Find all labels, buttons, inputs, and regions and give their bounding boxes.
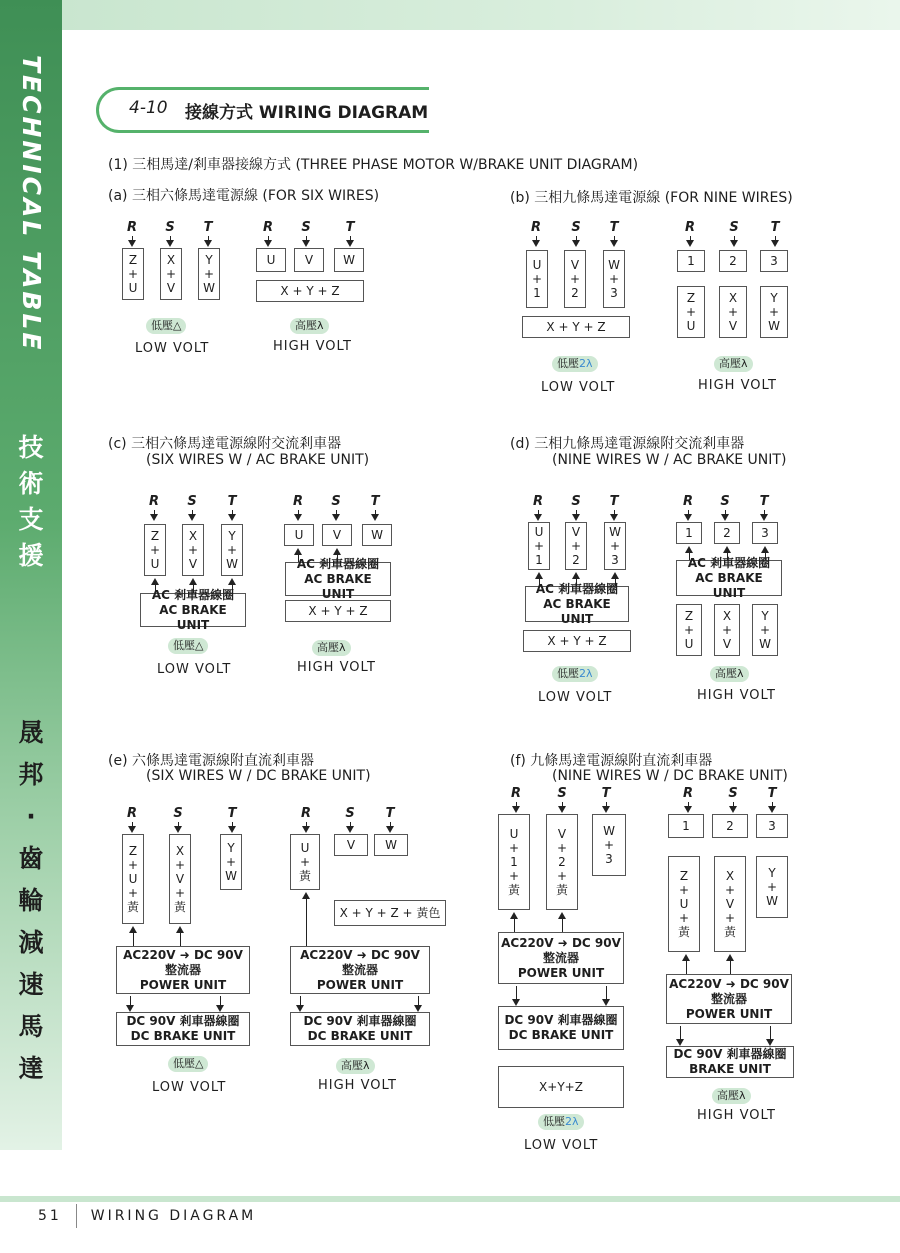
terminal-label: Y + W (226, 529, 238, 571)
arrow-down-icon (572, 240, 580, 247)
terminal-label: Z + U (127, 253, 139, 295)
panel-b-title: (b) 三相九條馬達電源線 (FOR NINE WIRES) (510, 190, 793, 206)
terminal-box (122, 834, 144, 924)
terminal-box (160, 248, 182, 300)
phase-s: S (720, 494, 730, 509)
ac-brake-coil-label: AC 剎車器線圈 AC BRAKE UNIT (687, 555, 771, 600)
terminal-label: 3 (761, 526, 769, 540)
phase-r: R (292, 494, 303, 509)
terminal-label: X+Y+Z (539, 1080, 583, 1094)
high-volt-label: HIGH VOLT (273, 339, 352, 354)
terminal-label: Z + U + 黃 (677, 869, 690, 939)
terminal-box (756, 856, 788, 918)
voltage-badge: 低壓△ (146, 318, 186, 334)
phase-t: T (767, 786, 777, 801)
terminal-box (169, 834, 191, 924)
dc-brake-coil-label: DC 90V 剎車器線圈 DC BRAKE UNIT (504, 1013, 618, 1042)
side-title-en: TECHNICAL TABLE (17, 55, 46, 353)
terminal-label: W + 3 (603, 824, 615, 866)
panel-d-title: (d) 三相九條馬達電源線附交流剎車器 (510, 436, 745, 452)
panel-f-title: (f) 九條馬達電源線附直流剎車器 (510, 753, 713, 769)
terminal-label: Z + U + 黃 (126, 844, 139, 914)
phase-r: R (300, 806, 311, 821)
terminal-label: 3 (768, 819, 776, 833)
terminal-label: Y + W (225, 841, 237, 883)
voltage-badge: 高壓λ (290, 318, 329, 334)
voltage-badge: 低壓2λ (552, 666, 598, 682)
wire (686, 960, 687, 974)
low-volt-label: LOW VOLT (135, 341, 210, 356)
phase-t: T (345, 220, 355, 235)
arrow-down-icon (346, 826, 354, 833)
arrow-down-icon (768, 806, 776, 813)
terminal-box (220, 834, 242, 890)
terminal-label: X + Y + Z + 黃色 (339, 906, 441, 920)
diagram-group-title: (1) 三相馬達/剎車器接線方式 (THREE PHASE MOTOR W/BRAKE UNIT DIAGRAM) (108, 157, 639, 173)
terminal-box (714, 856, 746, 952)
phase-r: R (148, 494, 159, 509)
panel-e-title: (e) 六條馬達電源線附直流剎車器 (108, 753, 314, 769)
terminal-label: X + V (165, 253, 177, 295)
arrow-down-icon (512, 806, 520, 813)
voltage-badge: 高壓λ (312, 640, 351, 656)
arrow-down-icon (128, 826, 136, 833)
low-volt-label: LOW VOLT (152, 1080, 227, 1095)
terminal-label: V + 2 + 黃 (555, 827, 568, 897)
arrow-down-icon (766, 1039, 774, 1046)
terminal-box (198, 248, 220, 300)
power-unit-label: AC220V ➜ DC 90V 整流器 POWER UNIT (669, 976, 789, 1021)
terminal-label: X + Y + Z (547, 634, 607, 648)
terminal-box (182, 524, 204, 576)
company-char: 速 (18, 970, 44, 999)
arrow-down-icon (302, 826, 310, 833)
ac-brake-coil-label: AC 剎車器線圈 AC BRAKE UNIT (296, 556, 380, 601)
dc-brake-coil-label: DC 90V 剎車器線圈 DC BRAKE UNIT (303, 1014, 417, 1043)
arrow-down-icon (302, 240, 310, 247)
phase-r: R (684, 220, 695, 235)
section-header (96, 87, 429, 133)
company-char: · (26, 802, 36, 831)
terminal-box (676, 522, 702, 544)
arrow-down-icon (128, 240, 136, 247)
terminal-label: Z + U (149, 529, 161, 571)
wire (680, 1026, 681, 1040)
terminal-label: W + 3 (608, 258, 620, 300)
terminal-box (122, 248, 144, 300)
arrow-down-icon (296, 1005, 304, 1012)
terminal-label: Y + W (759, 609, 771, 651)
arrow-down-icon (684, 514, 692, 521)
phase-r: R (530, 220, 541, 235)
terminal-box (603, 250, 625, 308)
high-volt-label: HIGH VOLT (698, 378, 777, 393)
terminal-label: 2 (723, 526, 731, 540)
arrow-down-icon (602, 999, 610, 1006)
arrow-down-icon (126, 1005, 134, 1012)
terminal-label: 1 (685, 526, 693, 540)
page-number: 51 (38, 1208, 62, 1224)
ac-brake-coil (140, 587, 246, 632)
panel-f-subtitle: (NINE WIRES W / DC BRAKE UNIT) (552, 768, 788, 784)
wire (730, 960, 731, 974)
terminal-label: X + V (721, 609, 733, 651)
wire (133, 932, 134, 946)
phase-s: S (187, 494, 197, 509)
phase-s: S (571, 220, 581, 235)
wire (562, 918, 563, 932)
terminal-box (284, 524, 314, 546)
terminal-box (528, 522, 550, 570)
terminal-box (712, 814, 748, 838)
arrow-down-icon (610, 240, 618, 247)
dc-brake-coil (498, 1006, 624, 1050)
arrow-down-icon (216, 1005, 224, 1012)
arrow-down-icon (760, 514, 768, 521)
terminal-box (756, 814, 788, 838)
terminal-box (334, 834, 368, 856)
arrow-down-icon (686, 240, 694, 247)
terminal-label: 3 (770, 254, 778, 268)
arrow-down-icon (684, 806, 692, 813)
power-unit (116, 946, 250, 994)
terminal-label: X + V + 黃 (723, 869, 736, 939)
wire (180, 932, 181, 946)
voltage-badge: 低壓△ (168, 1056, 208, 1072)
dc-brake-coil (116, 1012, 250, 1046)
terminal-box (565, 522, 587, 570)
phase-r: R (682, 786, 693, 801)
terminal-box (523, 630, 631, 652)
phase-t: T (609, 494, 619, 509)
low-volt-label: LOW VOLT (157, 662, 232, 677)
terminal-box (719, 286, 747, 338)
phase-s: S (571, 494, 581, 509)
terminal-box (677, 286, 705, 338)
terminal-label: U (266, 253, 276, 267)
phase-r: R (126, 220, 137, 235)
terminal-label: V (332, 528, 342, 542)
terminal-box (144, 524, 166, 576)
power-unit-label: AC220V ➜ DC 90V 整流器 POWER UNIT (123, 947, 243, 992)
terminal-box (498, 814, 530, 910)
section-number: 4-10 (129, 98, 168, 118)
phase-r: R (126, 806, 137, 821)
terminal-label: U (294, 528, 304, 542)
wire (514, 918, 515, 932)
terminal-box (322, 524, 352, 546)
phase-r: R (682, 494, 693, 509)
wire (606, 986, 607, 1000)
arrow-down-icon (532, 240, 540, 247)
section-title: 接線方式 WIRING DIAGRAM (185, 103, 429, 123)
terminal-label: 2 (726, 819, 734, 833)
arrow-down-icon (204, 240, 212, 247)
terminal-box (362, 524, 392, 546)
terminal-label: U + 1 + 黃 (507, 827, 520, 897)
high-volt-label: HIGH VOLT (297, 660, 376, 675)
phase-t: T (759, 494, 769, 509)
phase-s: S (301, 220, 311, 235)
arrow-down-icon (264, 240, 272, 247)
terminal-label: W (385, 838, 397, 852)
terminal-box (676, 604, 702, 656)
ac-brake-coil-label: AC 剎車器線圈 AC BRAKE UNIT (535, 581, 619, 626)
voltage-badge: 高壓λ (710, 666, 749, 682)
terminal-box (752, 522, 778, 544)
side-title-zh: 技術支援 (18, 433, 44, 570)
power-unit (498, 932, 624, 984)
terminal-box (564, 250, 586, 308)
terminal-label: Z + U (685, 291, 697, 333)
ac-brake-coil-label: AC 剎車器線圈 AC BRAKE UNIT (151, 587, 235, 632)
company-char: 減 (18, 928, 44, 957)
arrow-down-icon (346, 240, 354, 247)
phase-t: T (601, 786, 611, 801)
arrow-down-icon (332, 514, 340, 521)
arrow-down-icon (228, 826, 236, 833)
ac-brake-coil (285, 556, 391, 601)
phase-t: T (770, 220, 780, 235)
top-bar (62, 0, 900, 30)
terminal-box (719, 250, 747, 272)
voltage-badge: 高壓λ (714, 356, 753, 372)
arrow-down-icon (729, 806, 737, 813)
wire (306, 898, 307, 946)
terminal-box (677, 250, 705, 272)
terminal-label: 1 (687, 254, 695, 268)
voltage-badge: 低壓△ (168, 638, 208, 654)
terminal-label: X + Y + Z (546, 320, 606, 334)
arrow-down-icon (414, 1005, 422, 1012)
wire (770, 1026, 771, 1040)
terminal-box (285, 600, 391, 622)
dc-brake-coil-label: DC 90V 剎車器線圈 DC BRAKE UNIT (126, 1014, 240, 1043)
phase-r: R (262, 220, 273, 235)
panel-c-subtitle: (SIX WIRES W / AC BRAKE UNIT) (146, 452, 370, 468)
company-char: 馬 (18, 1012, 44, 1041)
side-company (14, 712, 48, 1090)
arrow-down-icon (188, 514, 196, 521)
terminal-box (546, 814, 578, 910)
terminal-box (498, 1066, 624, 1108)
arrow-down-icon (174, 826, 182, 833)
terminal-label: Z + U (683, 609, 695, 651)
high-volt-label: HIGH VOLT (697, 688, 776, 703)
power-unit-label: AC220V ➜ DC 90V 整流器 POWER UNIT (501, 935, 621, 980)
dc-brake-coil (290, 1012, 430, 1046)
arrow-down-icon (228, 514, 236, 521)
terminal-box (668, 814, 704, 838)
terminal-box (256, 248, 286, 272)
voltage-badge: 低壓2λ (552, 356, 598, 372)
terminal-box (334, 248, 364, 272)
terminal-box (294, 248, 324, 272)
phase-t: T (227, 494, 237, 509)
arrow-down-icon (386, 826, 394, 833)
power-unit-label: AC220V ➜ DC 90V 整流器 POWER UNIT (300, 947, 420, 992)
phase-s: S (331, 494, 341, 509)
terminal-box (760, 250, 788, 272)
terminal-box (522, 316, 630, 338)
panel-a-title: (a) 三相六條馬達電源線 (FOR SIX WIRES) (108, 188, 380, 204)
low-volt-label: LOW VOLT (524, 1138, 599, 1153)
phase-r: R (532, 494, 543, 509)
phase-r: R (510, 786, 521, 801)
low-volt-label: LOW VOLT (538, 690, 613, 705)
arrow-down-icon (534, 514, 542, 521)
power-unit (290, 946, 430, 994)
company-char: 達 (18, 1054, 44, 1083)
phase-s: S (557, 786, 567, 801)
terminal-label: U + 1 (531, 258, 543, 300)
terminal-label: Y + W (766, 866, 778, 908)
footer-rule (0, 1196, 900, 1202)
company-char: 輪 (18, 886, 44, 915)
panel-e-subtitle: (SIX WIRES W / DC BRAKE UNIT) (146, 768, 371, 784)
dc-brake-coil (666, 1046, 794, 1078)
phase-t: T (203, 220, 213, 235)
wire (516, 986, 517, 1000)
high-volt-label: HIGH VOLT (697, 1108, 776, 1123)
terminal-label: W (343, 253, 355, 267)
footer (38, 1208, 256, 1224)
terminal-box (714, 522, 740, 544)
terminal-label: V (304, 253, 314, 267)
terminal-box (752, 604, 778, 656)
arrow-down-icon (294, 514, 302, 521)
arrow-down-icon (771, 240, 779, 247)
ac-brake-coil (676, 555, 782, 600)
arrow-down-icon (371, 514, 379, 521)
terminal-label: V + 2 (569, 258, 581, 300)
terminal-box (592, 814, 626, 876)
terminal-label: X + V (187, 529, 199, 571)
dc-brake-coil-label: DC 90V 剎車器線圈 BRAKE UNIT (673, 1047, 787, 1076)
phase-t: T (385, 806, 395, 821)
footer-title: WIRING DIAGRAM (90, 1208, 257, 1224)
phase-s: S (165, 220, 175, 235)
company-char: 齒 (18, 844, 44, 873)
ac-brake-coil (525, 581, 629, 626)
voltage-badge: 高壓λ (336, 1058, 375, 1074)
phase-t: T (227, 806, 237, 821)
arrow-down-icon (721, 514, 729, 521)
panel-c-title: (c) 三相六條馬達電源線附交流剎車器 (108, 436, 342, 452)
arrow-down-icon (166, 240, 174, 247)
terminal-label: U + 1 (533, 525, 545, 567)
arrow-down-icon (150, 514, 158, 521)
terminal-label: 1 (682, 819, 690, 833)
arrow-down-icon (602, 806, 610, 813)
terminal-label: X + Y + Z (308, 604, 368, 618)
terminal-box (526, 250, 548, 308)
terminal-box (256, 280, 364, 302)
terminal-label: Y + W (203, 253, 215, 295)
voltage-badge: 低壓2λ (538, 1114, 584, 1130)
arrow-down-icon (558, 806, 566, 813)
terminal-label: X + V + 黃 (173, 844, 186, 914)
voltage-badge: 高壓λ (712, 1088, 751, 1104)
arrow-down-icon (512, 999, 520, 1006)
terminal-box (374, 834, 408, 856)
terminal-box (221, 524, 243, 576)
panel-d-subtitle: (NINE WIRES W / AC BRAKE UNIT) (552, 452, 787, 468)
terminal-label: 2 (729, 254, 737, 268)
arrow-down-icon (676, 1039, 684, 1046)
arrow-down-icon (572, 514, 580, 521)
company-char: 晟 (18, 718, 44, 747)
arrow-down-icon (730, 240, 738, 247)
terminal-label: X + Y + Z (280, 284, 340, 298)
phase-s: S (173, 806, 183, 821)
terminal-box (290, 834, 320, 890)
terminal-label: U + 黃 (298, 841, 311, 883)
terminal-label: V + 2 (570, 525, 582, 567)
company-char: 邦 (18, 760, 44, 789)
phase-s: S (728, 786, 738, 801)
terminal-box (714, 604, 740, 656)
phase-s: S (345, 806, 355, 821)
terminal-box (760, 286, 788, 338)
terminal-label: W + 3 (609, 525, 621, 567)
terminal-label: W (371, 528, 383, 542)
terminal-label: X + V (727, 291, 739, 333)
phase-s: S (729, 220, 739, 235)
arrow-down-icon (610, 514, 618, 521)
terminal-label: V (346, 838, 356, 852)
terminal-box (668, 856, 700, 952)
terminal-label: Y + W (768, 291, 780, 333)
phase-t: T (370, 494, 380, 509)
high-volt-label: HIGH VOLT (318, 1078, 397, 1093)
low-volt-label: LOW VOLT (541, 380, 616, 395)
phase-t: T (609, 220, 619, 235)
terminal-box (334, 900, 446, 926)
terminal-box (604, 522, 626, 570)
power-unit (666, 974, 792, 1024)
